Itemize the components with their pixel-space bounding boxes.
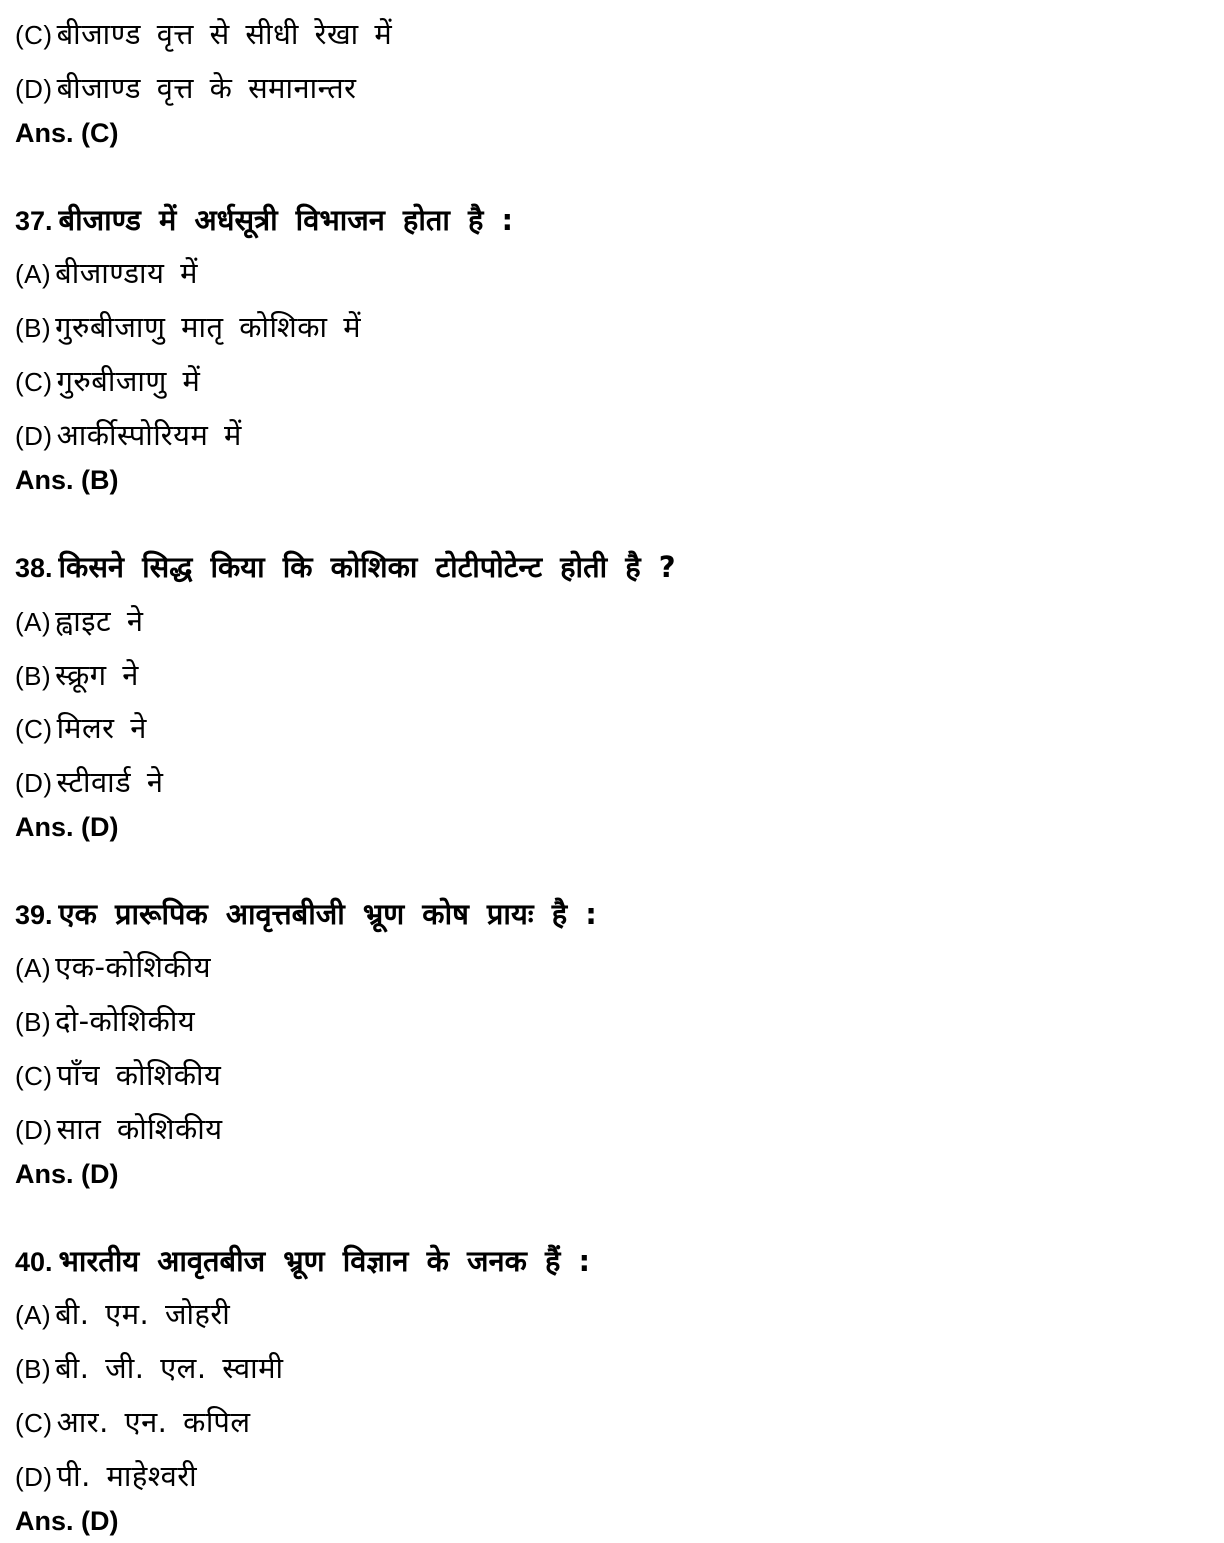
question-39 xyxy=(15,895,597,934)
option-c xyxy=(15,1404,251,1441)
option-text: सात कोशिकीय xyxy=(56,1112,223,1146)
option-b xyxy=(15,657,139,694)
option-text: गुरुबीजाणु मातृ कोशिका में xyxy=(55,310,362,344)
question-text: भारतीय आवृतबीज भ्रूण विज्ञान के जनक हैं : xyxy=(58,1244,591,1278)
option-text: दो-कोशिकीय xyxy=(55,1004,196,1038)
option-c xyxy=(15,16,392,53)
option-a xyxy=(15,603,143,640)
option-b xyxy=(15,1003,195,1040)
option-label: (C) xyxy=(15,714,53,744)
option-label: (A) xyxy=(15,259,52,289)
option-d xyxy=(15,70,356,107)
option-text: आर्कीस्पोरियम में xyxy=(56,418,242,452)
option-label: (A) xyxy=(15,607,52,637)
option-label: (C) xyxy=(15,367,53,397)
question-number: 37. xyxy=(15,206,53,236)
option-d xyxy=(15,1458,197,1495)
option-a xyxy=(15,255,198,292)
option-d xyxy=(15,417,242,454)
option-label: (B) xyxy=(15,1007,52,1037)
question-text: एक प्रारूपिक आवृत्तबीजी भ्रूण कोष प्रायः है : xyxy=(58,897,597,931)
option-text: गुरुबीजाणु में xyxy=(56,364,201,398)
option-text: बीजाण्ड वृत्त से सीधी रेखा में xyxy=(56,17,393,51)
question-40 xyxy=(15,1242,590,1281)
option-label: (C) xyxy=(15,20,53,50)
option-text: बी. एम. जोहरी xyxy=(55,1297,231,1331)
option-text: पी. माहेश्वरी xyxy=(56,1459,198,1493)
option-text: पाँच कोशिकीय xyxy=(56,1058,222,1092)
option-d xyxy=(15,1111,223,1148)
option-b xyxy=(15,1350,284,1387)
question-37 xyxy=(15,201,513,240)
answer: Ans. (C) xyxy=(15,118,119,148)
question-number: 39. xyxy=(15,900,53,930)
option-d xyxy=(15,764,163,801)
option-label: (A) xyxy=(15,1300,52,1330)
question-number: 38. xyxy=(15,553,53,583)
option-label: (C) xyxy=(15,1408,53,1438)
option-label: (D) xyxy=(15,421,53,451)
question-38 xyxy=(15,548,676,587)
option-label: (D) xyxy=(15,74,53,104)
option-label: (A) xyxy=(15,953,52,983)
option-text: आर. एन. कपिल xyxy=(56,1405,251,1439)
answer: Ans. (D) xyxy=(15,1506,119,1536)
option-label: (B) xyxy=(15,1354,52,1384)
option-b xyxy=(15,309,361,346)
option-label: (B) xyxy=(15,661,52,691)
option-text: एक-कोशिकीय xyxy=(55,950,212,984)
answer: Ans. (D) xyxy=(15,1159,119,1189)
option-label: (C) xyxy=(15,1061,53,1091)
option-text: बीजाण्डाय में xyxy=(55,256,198,290)
option-a xyxy=(15,1296,230,1333)
option-label: (B) xyxy=(15,313,52,343)
option-a xyxy=(15,949,211,986)
option-label: (D) xyxy=(15,768,53,798)
option-label: (D) xyxy=(15,1115,53,1145)
option-text: बीजाण्ड वृत्त के समानान्तर xyxy=(56,71,357,105)
answer: Ans. (D) xyxy=(15,812,119,842)
option-text: मिलर ने xyxy=(56,711,147,745)
answer: Ans. (B) xyxy=(15,465,119,495)
option-c xyxy=(15,710,147,747)
option-label: (D) xyxy=(15,1462,53,1492)
option-text: स्टीवार्ड ने xyxy=(56,765,164,799)
option-c xyxy=(15,1057,221,1094)
option-text: बी. जी. एल. स्वामी xyxy=(55,1351,284,1385)
option-text: स्क्रूग ने xyxy=(55,658,139,692)
question-text: बीजाण्ड में अर्धसूत्री विभाजन होता है : xyxy=(58,203,514,237)
question-number: 40. xyxy=(15,1247,53,1277)
option-text: ह्वाइट ने xyxy=(55,604,144,638)
option-c xyxy=(15,363,200,400)
question-text: किसने सिद्ध किया कि कोशिका टोटीपोटेन्ट होती है ? xyxy=(58,550,676,584)
